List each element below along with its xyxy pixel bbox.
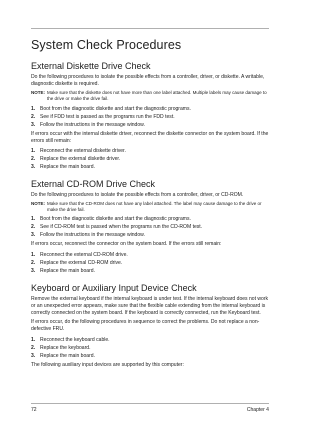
note-text: Make sure that the diskette does not have more than one label attached. Multiple labels may cause damage to the drive or make the drive fail.: [47, 90, 267, 101]
section-followup: If errors occur, reconnect the connector on the system board. If the errors still remain:: [31, 241, 222, 248]
step-item: [31, 259, 271, 267]
step-list: [31, 251, 271, 275]
step-item: [31, 352, 271, 360]
step-text: Replace the keyboard.: [40, 344, 91, 351]
step-number: 1.: [31, 216, 36, 223]
step-number: 1.: [31, 105, 36, 112]
step-number: 3.: [31, 267, 36, 274]
page-content: [31, 38, 271, 377]
step-item: [31, 215, 271, 223]
section-heading: External Diskette Drive Check: [31, 61, 151, 71]
chapter-label: Chapter 4: [246, 407, 269, 413]
footer-rule: [31, 403, 269, 404]
section-intro: Do the following procedures to isolate the possible effects from a controller, driver, or diskette. A writable, diagnostic diskette is required.: [31, 74, 265, 88]
step-text: Replace the external CD-ROM drive.: [40, 259, 123, 266]
step-item: [31, 223, 271, 231]
step-item: [31, 155, 271, 163]
step-list: [31, 336, 271, 360]
step-number: 2.: [31, 224, 36, 231]
step-number: 3.: [31, 121, 36, 128]
note-text: Make sure that the CD-ROM does not have any label attached. The label may cause damage to the drive or make the drive fail.: [47, 201, 262, 212]
step-item: [31, 121, 271, 129]
step-item: [31, 113, 271, 121]
step-item: [31, 231, 271, 239]
step-number: 1.: [31, 251, 36, 258]
step-number: 2.: [31, 344, 36, 351]
step-text: Replace the main board.: [40, 267, 95, 274]
section-diskette-check: [31, 61, 271, 171]
page-number: 72: [31, 407, 37, 413]
step-text: Reconnect the external diskette driver.: [40, 148, 126, 154]
step-text: See if FDD test is passed as the programs run the FDD test.: [40, 113, 175, 120]
step-item: [31, 105, 271, 113]
step-list: [31, 147, 271, 171]
section-keyboard-check: [31, 283, 271, 369]
step-number: 3.: [31, 232, 36, 239]
header-rule: [31, 28, 269, 29]
section-followup: The following auxiliary input devices are supported by this computer:: [31, 361, 184, 368]
step-text: Follow the instructions in the message window.: [40, 232, 145, 239]
page-title: System Check Procedures: [31, 38, 182, 52]
step-number: 3.: [31, 164, 36, 170]
step-number: 2.: [31, 113, 36, 120]
section-heading: Keyboard or Auxiliary Input Device Check: [31, 282, 197, 293]
step-item: [31, 336, 271, 344]
step-item: [31, 163, 271, 171]
section-intro: Do the following procedures to isolate the possible effects from a controller, driver, or CD-ROM.: [31, 192, 244, 198]
section-intro-secondary: If errors occur, do the following procedures in sequence to correct the problems. Do not replace a non-defective FRU.: [31, 319, 260, 333]
step-text: Replace the main board.: [40, 164, 95, 170]
section-intro: Remove the external keyboard if the internal keyboard is under test. If the internal keyboard does not work or an unexpected error appears, make sure that the flexible cable extending from the internal keyboard is correctly connected on the system board. If the keyboard is correctly connected, run the Keyboard test.: [31, 295, 269, 316]
step-text: Boot from the diagnostic diskette and start the diagnostic programs.: [40, 105, 191, 112]
step-text: Boot from the diagnostic diskette and start the diagnostic programs.: [40, 216, 191, 223]
step-item: [31, 251, 271, 259]
step-item: [31, 267, 271, 275]
step-text: Replace the external diskette driver.: [40, 156, 121, 162]
step-text: Reconnect the external CD-ROM drive.: [40, 251, 128, 258]
section-followup: If errors occur with the internal diskette driver, reconnect the diskette connector on the system board. If the errors still remain:: [31, 130, 269, 144]
step-text: See if CD-ROM test is passed when the programs run the CD-ROM test.: [40, 224, 203, 231]
step-number: 1.: [31, 336, 36, 343]
step-number: 2.: [31, 156, 36, 162]
step-text: Reconnect the keyboard cable.: [40, 336, 110, 343]
step-text: Follow the instructions in the message window.: [40, 121, 145, 128]
step-list: [31, 105, 271, 129]
step-number: 2.: [31, 259, 36, 266]
step-text: Replace the main board.: [40, 352, 95, 359]
note: [31, 201, 271, 212]
step-item: [31, 344, 271, 352]
step-number: 3.: [31, 352, 36, 359]
section-cdrom-check: [31, 179, 271, 275]
note: [31, 90, 271, 101]
step-number: 1.: [31, 148, 36, 154]
page-footer: [31, 407, 269, 413]
note-label: NOTE:: [31, 201, 45, 207]
section-heading: External CD-ROM Drive Check: [31, 179, 156, 189]
step-item: [31, 147, 271, 155]
note-label: NOTE:: [31, 90, 45, 96]
step-list: [31, 215, 271, 239]
